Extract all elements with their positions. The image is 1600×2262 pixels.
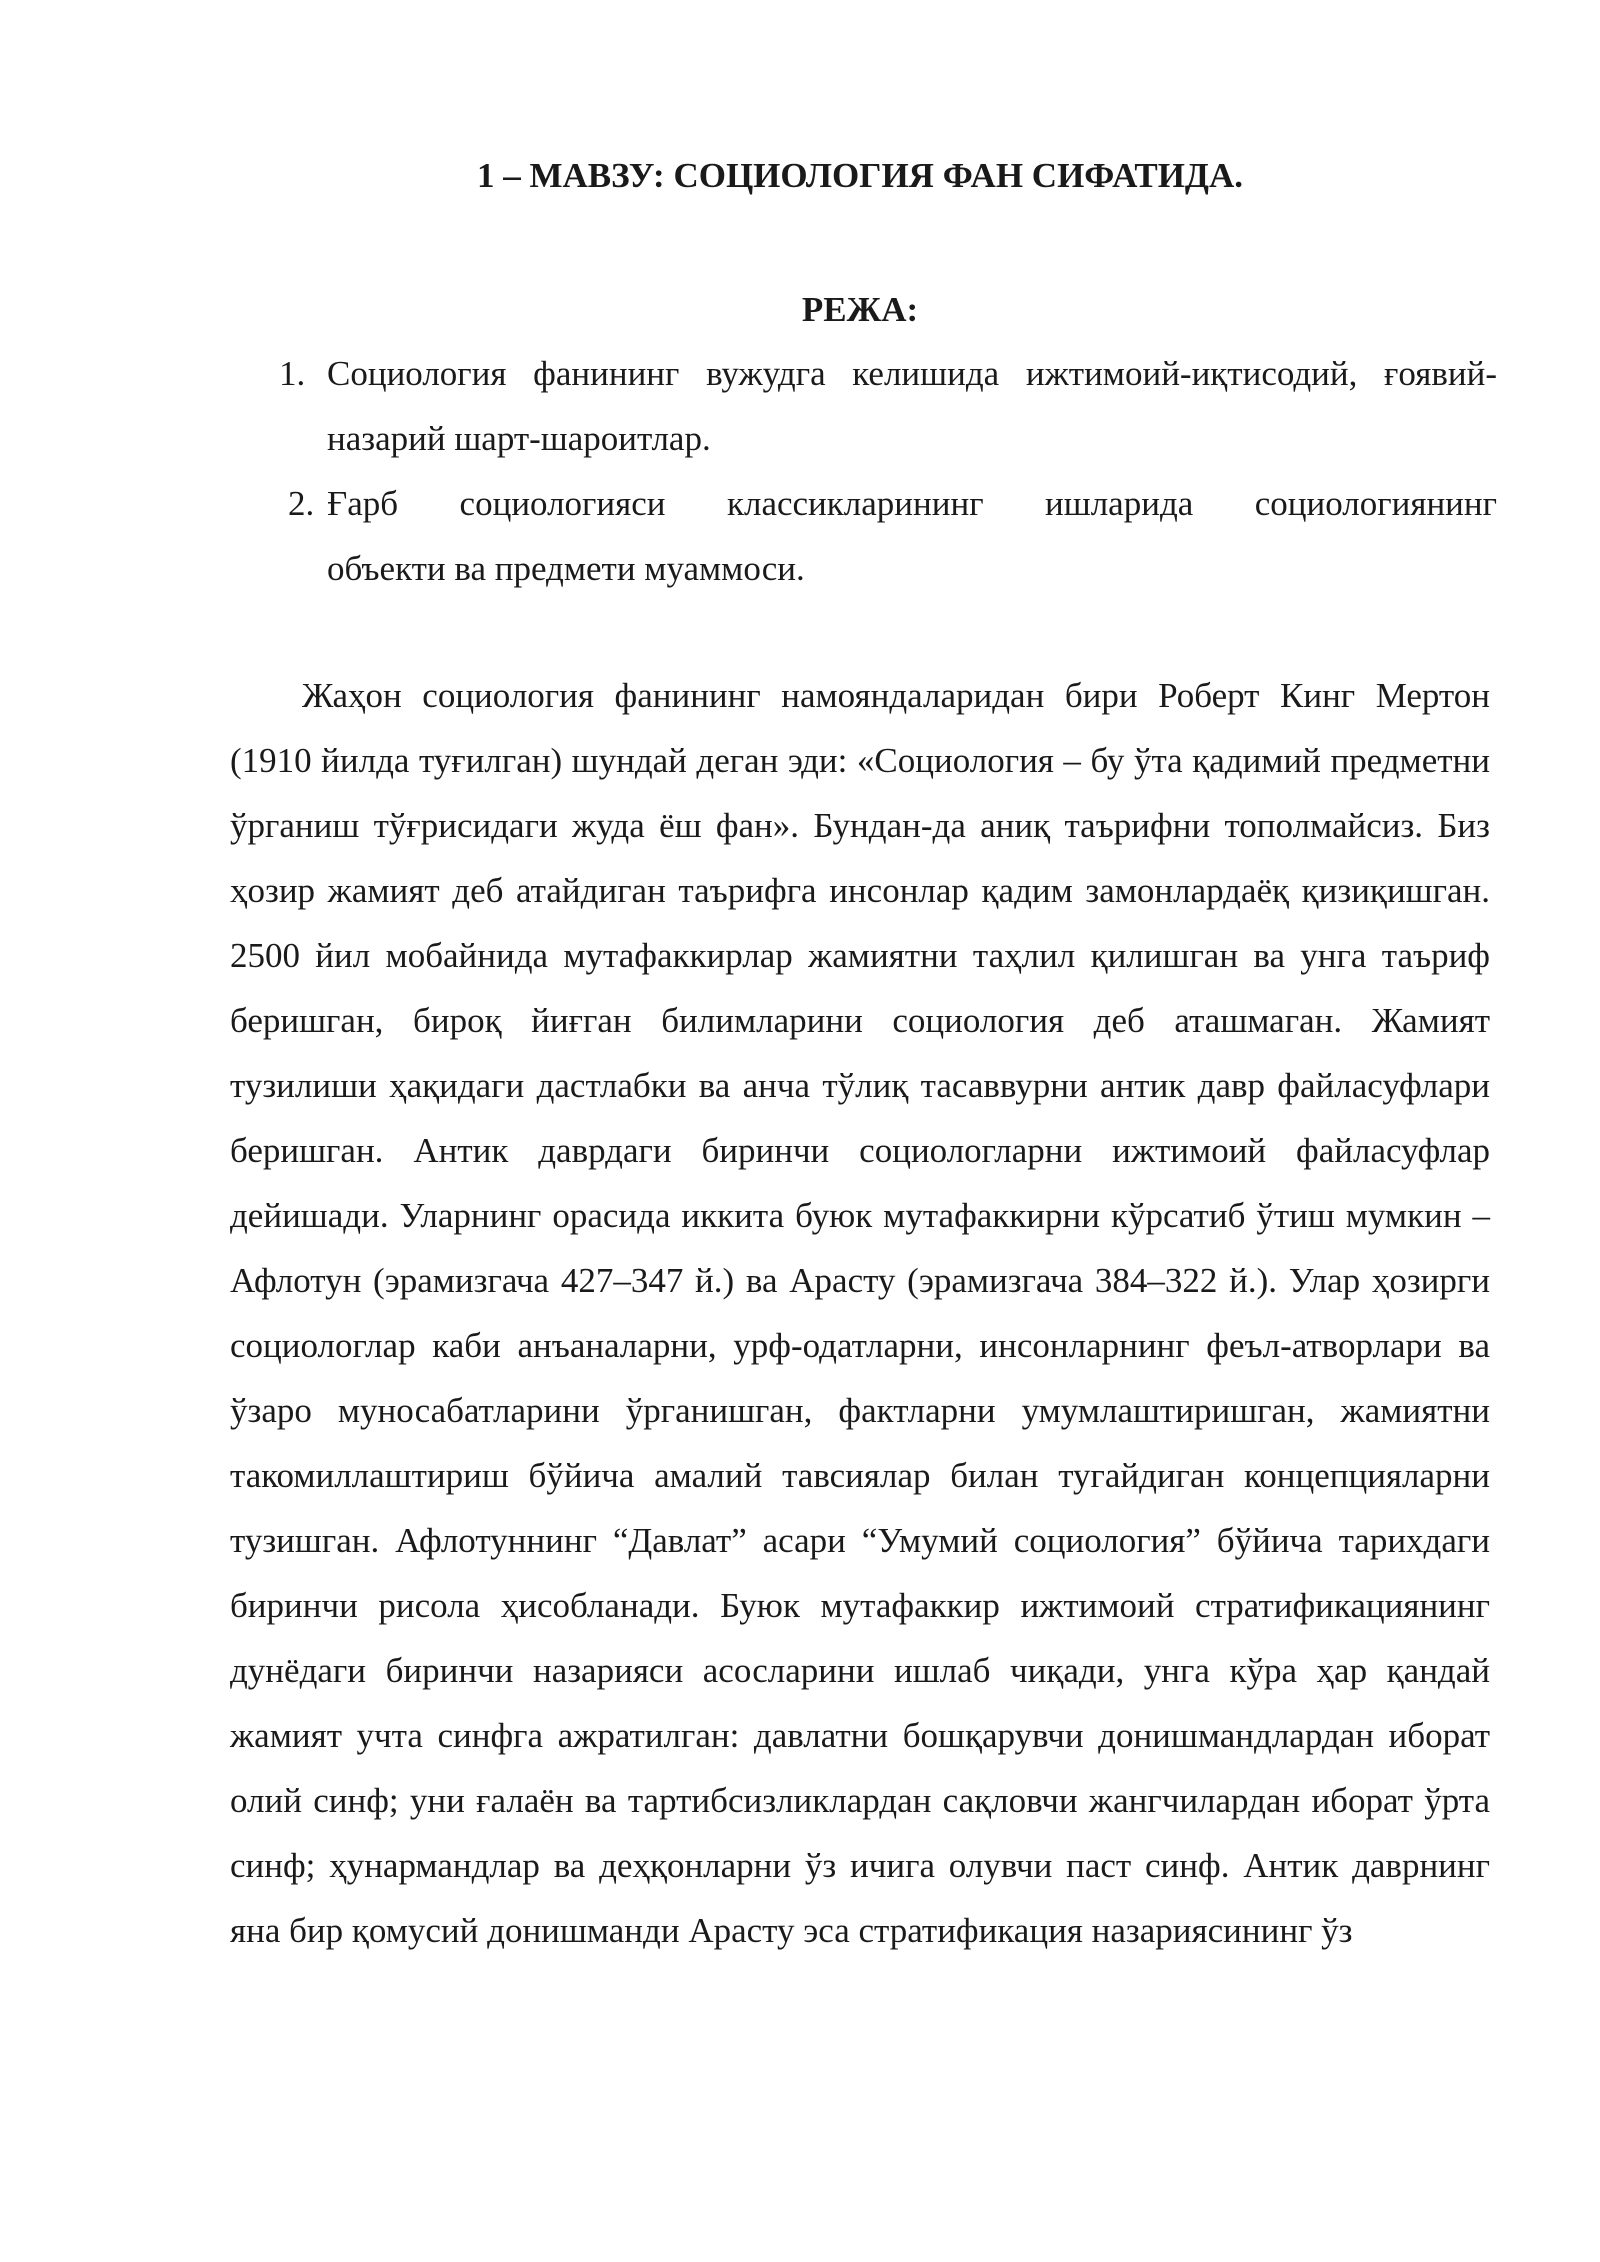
body-paragraph: Жаҳон социология фанининг намояндаларидан бири Роберт Кинг Мертон (1910 йилда туғилган) шундай деган эди: «Социология – бу ўта қадимий предметни ўрганиш тўғрисидаги жуда ёш фан». Бундан-да аниқ таърифни тополмайсиз. Биз ҳозир жамият деб атайдиган таърифга инсонлар қадим замонлардаёқ қизиқишган. 2500 йил мобайнида мутафаккирлар жамиятни таҳлил қилишган ва унга таъриф беришган, бироқ йиғган билимларини социология деб аташмаган. Жамият тузилиши ҳақидаги дастлабки ва анча тўлиқ тасаввурни антик давр файласуфлари беришган. Антик даврдаги биринчи социологларни ижтимоий файласуфлар дейишади. Уларнинг орасида иккита буюк мутафаккирни кўрсатиб ўтиш мумкин – Афлотун (эрамизгача 427–347 й.) ва Арасту (эрамизгача 384–322 й.). Улар ҳозирги социологлар каби анъаналарни, урф-одатларни, инсонларнинг феъл-атворлари ва ўзаро муносабатларини ўрганишган, фактларни умумлаштиришган, жамиятни такомиллаштириш бўйича амалий тавсиялар билан тугайдиган концепцияларни тузишган. Афлотуннинг “Давлат” асари “Умумий социология” бўйича тарихдаги биринчи рисола ҳисобланади. Буюк мутафаккир ижтимоий стратификациянинг дунёдаги биринчи назарияси асосларини ишлаб чиқади, унга кўра ҳар қандай жамият учта синфга ажратилган: давлатни бошқарувчи донишмандлардан иборат олий синф; уни ғалаён ва тартибсизликлардан сақловчи жангчилардан иборат ўрта синф; ҳунармандлар ва деҳқонларни ўз ичига олувчи паст синф. Антик даврнинг яна бир қомусий донишманди Арасту эса стратификация назариясининг ўз bbox=[230, 676, 1490, 1950]
plan-item-line: Ғарб социологияси классикларининг ишларида социологиянинг bbox=[327, 484, 1497, 523]
plan-item-line: Социология фанининг вужудга келишида ижтимоий-иқтисодий, ғоявий- bbox=[327, 354, 1497, 393]
plan-item-2 bbox=[0, 471, 1497, 601]
plan-heading: РЕЖА: bbox=[801, 290, 919, 329]
plan-item-line: объекти ва предмети муаммоси. bbox=[327, 549, 805, 588]
plan-item-number: 1. bbox=[279, 354, 306, 393]
plan-list bbox=[0, 341, 1497, 601]
plan-item-number: 2. bbox=[288, 484, 315, 523]
document-title: 1 – МАВЗУ: СОЦИОЛОГИЯ ФАН СИФАТИДА. bbox=[476, 156, 1244, 195]
plan-item-1 bbox=[0, 341, 1497, 471]
plan-item-line: назарий шарт-шароитлар. bbox=[327, 419, 711, 458]
